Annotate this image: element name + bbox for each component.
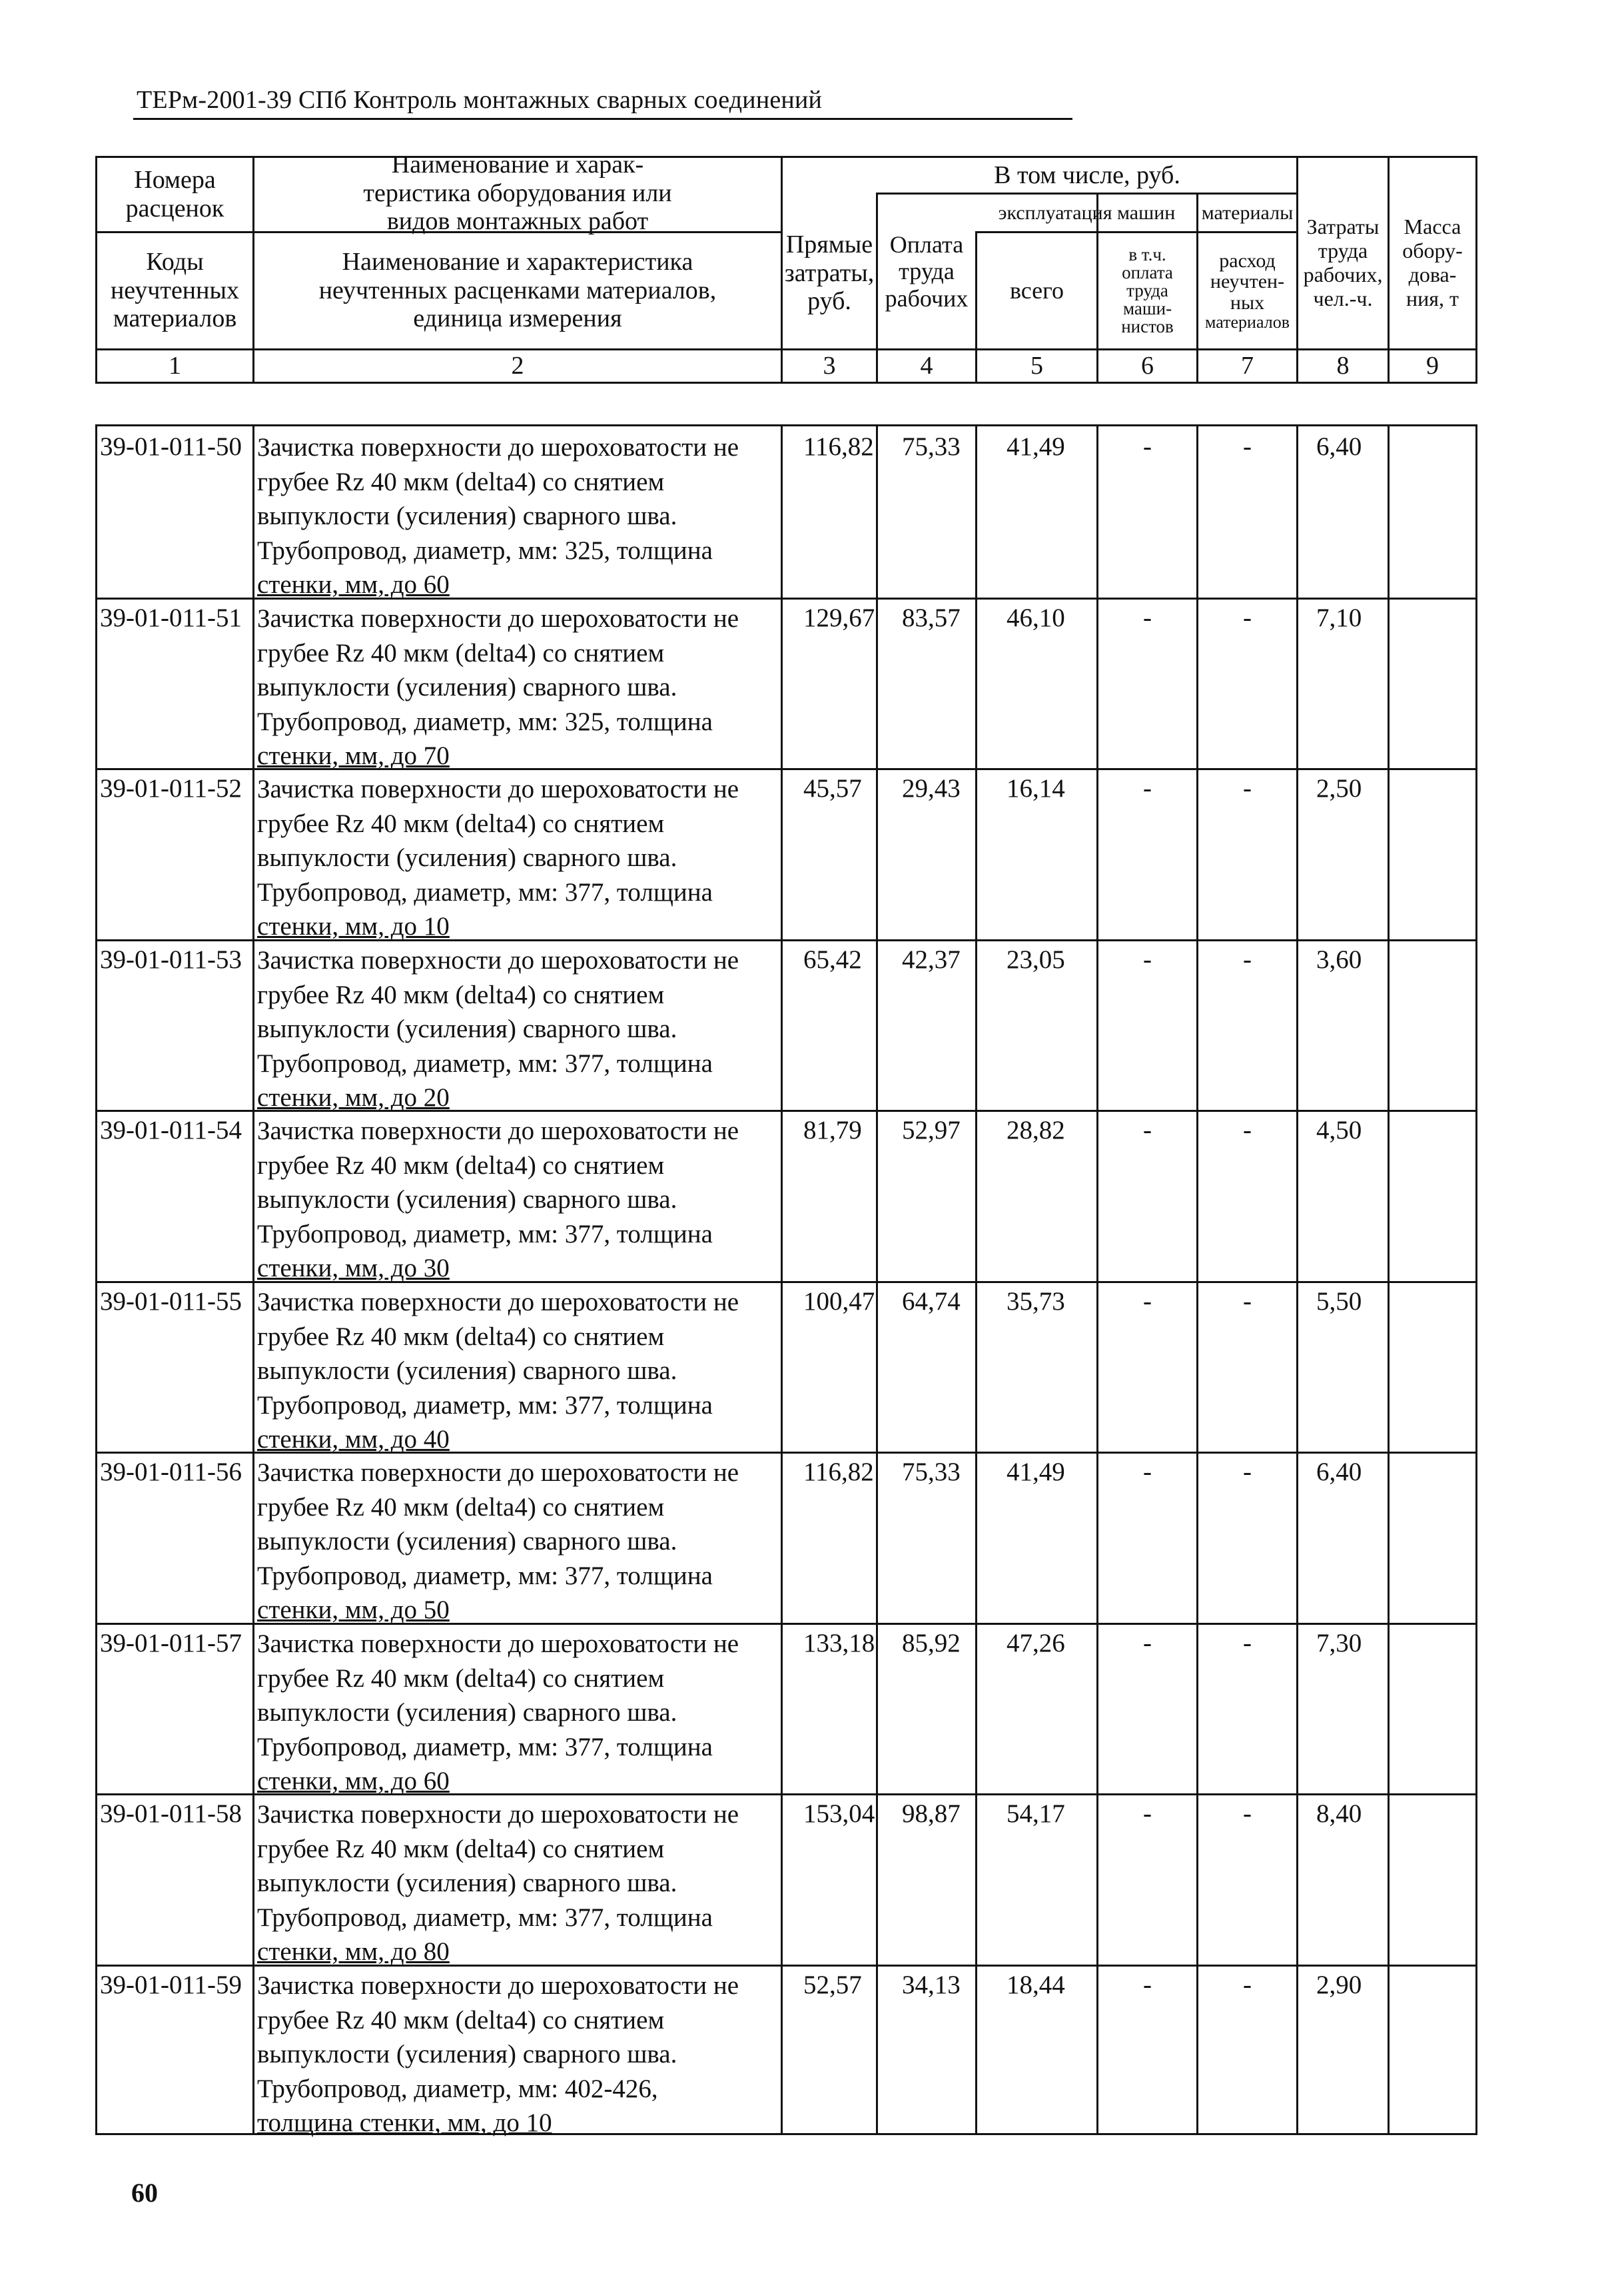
rate-code: 39-01-011-52 (100, 774, 242, 803)
cell-direct: 129,67 (803, 604, 875, 632)
cell-materials: - (1243, 1458, 1252, 1486)
description-line: Зачистка поверхности до шероховатости не (257, 433, 739, 462)
description-line: Трубопровод, диаметр, мм: 377, толщина (257, 1903, 713, 1932)
cell-materials: - (1243, 1799, 1252, 1828)
description-line: грубее Rz 40 мкм (delta4) со снятием (257, 809, 665, 838)
cell-direct: 153,04 (803, 1799, 875, 1828)
work-description (257, 1627, 883, 1799)
table-row (97, 426, 1475, 598)
description-line: грубее Rz 40 мкм (delta4) со снятием (257, 1150, 665, 1180)
table-row (97, 1965, 1475, 2136)
description-line: выпуклости (усиления) сварного шва. (257, 502, 677, 530)
cell-labor: 7,10 (1316, 604, 1362, 632)
cell-materials: - (1243, 945, 1252, 974)
description-line: Зачистка поверхности до шероховатости не (257, 1288, 739, 1316)
description-line: стенки, мм, до 20 (257, 1083, 450, 1112)
cell-pay: 75,33 (902, 432, 961, 461)
column-index: 8 (1336, 352, 1350, 380)
cell-pay: 34,13 (902, 1971, 961, 1999)
description-line: Зачистка поверхности до шероховатости не (257, 775, 739, 803)
header-work-name: Наименование и харак- теристика оборудования или видов монтажных работ (363, 151, 672, 236)
cell-pay: 83,57 (902, 604, 961, 632)
rate-code: 39-01-011-54 (100, 1116, 242, 1144)
document-title: ТЕРм-2001-39 СПб Контроль монтажных сварных соединений (137, 86, 823, 114)
description-line: Зачистка поверхности до шероховатости не (257, 1971, 739, 2000)
header-materials: материалы (1201, 201, 1294, 224)
header-direct-costs: Прямые затраты, руб. (784, 230, 875, 316)
column-index: 6 (1141, 352, 1154, 380)
work-description (257, 602, 883, 773)
rates-table (95, 424, 1477, 2135)
table-row (97, 939, 1475, 1111)
description-line: стенки, мм, до 60 (257, 570, 450, 599)
description-line: Зачистка поверхности до шероховатости не (257, 604, 739, 633)
cell-machinists: - (1143, 774, 1152, 803)
description-line: грубее Rz 40 мкм (delta4) со снятием (257, 980, 665, 1009)
description-line: толщина стенки, мм, до 10 (257, 2108, 552, 2137)
description-line: стенки, мм, до 60 (257, 1767, 450, 1795)
description-line: Зачистка поверхности до шероховатости не (257, 1458, 739, 1487)
description-line: выпуклости (усиления) сварного шва. (257, 1527, 677, 1556)
header-machine-operation: эксплуатация машин (998, 201, 1176, 224)
cell-machines: 47,26 (1007, 1629, 1065, 1657)
cell-labor: 7,30 (1316, 1629, 1362, 1657)
cell-machines: 41,49 (1007, 432, 1065, 461)
cell-direct: 116,82 (803, 432, 874, 461)
description-line: выпуклости (усиления) сварного шва. (257, 1869, 677, 1897)
description-line: Трубопровод, диаметр, мм: 377, толщина (257, 1049, 713, 1078)
description-line: стенки, мм, до 70 (257, 741, 450, 770)
header-labor-costs: Затраты труда рабочих, чел.-ч. (1303, 215, 1383, 310)
description-line: грубее Rz 40 мкм (delta4) со снятием (257, 467, 665, 496)
description-line: грубее Rz 40 мкм (delta4) со снятием (257, 638, 665, 668)
cell-pay: 52,97 (902, 1116, 961, 1144)
cell-machinists: - (1143, 432, 1152, 461)
work-description (257, 1797, 883, 1969)
description-line: Зачистка поверхности до шероховатости не (257, 1800, 739, 1829)
rate-code: 39-01-011-59 (100, 1971, 242, 1999)
description-line: Трубопровод, диаметр, мм: 377, толщина (257, 1219, 713, 1248)
cell-direct: 100,47 (803, 1287, 875, 1316)
table-row (97, 1281, 1475, 1452)
cell-machinists: - (1143, 1287, 1152, 1316)
cell-machinists: - (1143, 1116, 1152, 1144)
description-line: выпуклости (усиления) сварного шва. (257, 843, 677, 872)
table-row (97, 598, 1475, 769)
cell-labor: 6,40 (1316, 1458, 1362, 1486)
cell-direct: 133,18 (803, 1629, 875, 1657)
cell-machinists: - (1143, 945, 1152, 974)
rate-code: 39-01-011-50 (100, 432, 242, 461)
rate-code: 39-01-011-55 (100, 1287, 242, 1316)
cell-materials: - (1243, 432, 1252, 461)
header-equipment-mass: Масса обору- дова- ния, т (1402, 215, 1463, 310)
cell-direct: 45,57 (803, 774, 862, 803)
work-description (257, 1285, 883, 1457)
description-line: выпуклости (усиления) сварного шва. (257, 1185, 677, 1214)
cell-machines: 23,05 (1007, 945, 1065, 974)
column-index: 5 (1030, 352, 1043, 380)
cell-materials: - (1243, 1116, 1252, 1144)
cell-machines: 16,14 (1007, 774, 1065, 803)
cell-labor: 4,50 (1316, 1116, 1362, 1144)
description-line: Трубопровод, диаметр, мм: 377, толщина (257, 1732, 713, 1761)
table-row (97, 768, 1475, 939)
description-line: Трубопровод, диаметр, мм: 377, толщина (257, 877, 713, 907)
cell-machines: 41,49 (1007, 1458, 1065, 1486)
cell-labor: 6,40 (1316, 432, 1362, 461)
cell-pay: 85,92 (902, 1629, 961, 1657)
description-line: грубее Rz 40 мкм (delta4) со снятием (257, 1834, 665, 1863)
cell-pay: 29,43 (902, 774, 961, 803)
header-machines-total: всего (1009, 277, 1064, 304)
description-line: Зачистка поверхности до шероховатости не (257, 1117, 739, 1145)
header-worker-pay: Оплата труда рабочих (885, 231, 969, 312)
rate-code: 39-01-011-56 (100, 1458, 242, 1486)
cell-labor: 2,50 (1316, 774, 1362, 803)
table-row (97, 1793, 1475, 1965)
header-rate-numbers: Номера расценок (125, 166, 224, 223)
table-row (97, 1110, 1475, 1281)
column-index: 3 (823, 352, 836, 380)
cell-materials: - (1243, 1971, 1252, 1999)
cell-machinists: - (1143, 1458, 1152, 1486)
work-description (257, 1969, 883, 2140)
cell-materials: - (1243, 1287, 1252, 1316)
page-number: 60 (131, 2178, 158, 2208)
rate-code: 39-01-011-57 (100, 1629, 242, 1657)
description-line: выпуклости (усиления) сварного шва. (257, 1698, 677, 1727)
cell-labor: 3,60 (1316, 945, 1362, 974)
cell-pay: 42,37 (902, 945, 961, 974)
description-line: выпуклости (усиления) сварного шва. (257, 1015, 677, 1043)
cell-materials: - (1243, 604, 1252, 632)
table-row (97, 1452, 1475, 1623)
description-line: Трубопровод, диаметр, мм: 377, толщина (257, 1390, 713, 1420)
description-line: грубее Rz 40 мкм (delta4) со снятием (257, 1492, 665, 1522)
description-line: стенки, мм, до 50 (257, 1596, 450, 1624)
table-row (97, 1623, 1475, 1794)
header-machinist-pay: в т.ч. оплата труда маши- нистов (1121, 244, 1174, 336)
cell-machinists: - (1143, 1971, 1152, 1999)
column-index: 4 (920, 352, 933, 380)
cell-materials: - (1243, 774, 1252, 803)
work-description (257, 430, 883, 602)
header-unaccounted-materials: расход неучтен- ных материалов (1205, 249, 1290, 332)
description-line: стенки, мм, до 10 (257, 912, 450, 941)
header-material-name: Наименование и характеристика неучтенных расценками материалов, единица измерения (318, 248, 717, 333)
work-description (257, 943, 883, 1115)
header-material-codes: Коды неучтенных материалов (110, 248, 240, 333)
cell-direct: 52,57 (803, 1971, 862, 1999)
cell-machinists: - (1143, 1799, 1152, 1828)
cell-machines: 28,82 (1007, 1116, 1065, 1144)
cell-machines: 35,73 (1007, 1287, 1065, 1316)
cell-machinists: - (1143, 604, 1152, 632)
description-line: стенки, мм, до 80 (257, 1937, 450, 1966)
cell-machines: 18,44 (1007, 1971, 1065, 1999)
rate-code: 39-01-011-58 (100, 1799, 242, 1828)
header-including: В том числе, руб. (994, 161, 1180, 189)
cell-pay: 98,87 (902, 1799, 961, 1828)
work-description (257, 1456, 883, 1627)
cell-direct: 81,79 (803, 1116, 862, 1144)
column-index: 7 (1241, 352, 1254, 380)
rate-code: 39-01-011-51 (100, 604, 242, 632)
description-line: стенки, мм, до 30 (257, 1254, 450, 1282)
description-line: Трубопровод, диаметр, мм: 402-426, (257, 2074, 658, 2103)
description-line: выпуклости (усиления) сварного шва. (257, 2040, 677, 2068)
description-line: Трубопровод, диаметр, мм: 325, толщина (257, 536, 713, 565)
title-underline (133, 118, 1072, 120)
work-description (257, 772, 883, 944)
cell-machines: 54,17 (1007, 1799, 1065, 1828)
cell-machines: 46,10 (1007, 604, 1065, 632)
cell-pay: 75,33 (902, 1458, 961, 1486)
cell-pay: 64,74 (902, 1287, 961, 1316)
description-line: грубее Rz 40 мкм (delta4) со снятием (257, 1322, 665, 1351)
cell-labor: 2,90 (1316, 1971, 1362, 1999)
description-line: Зачистка поверхности до шероховатости не (257, 946, 739, 975)
table-header (95, 151, 1477, 384)
description-line: выпуклости (усиления) сварного шва. (257, 1356, 677, 1385)
cell-labor: 5,50 (1316, 1287, 1362, 1316)
cell-direct: 65,42 (803, 945, 862, 974)
cell-labor: 8,40 (1316, 1799, 1362, 1828)
description-line: Зачистка поверхности до шероховатости не (257, 1629, 739, 1658)
work-description (257, 1114, 883, 1286)
cell-materials: - (1243, 1629, 1252, 1657)
description-line: выпуклости (усиления) сварного шва. (257, 673, 677, 701)
description-line: Трубопровод, диаметр, мм: 325, толщина (257, 707, 713, 736)
description-line: Трубопровод, диаметр, мм: 377, толщина (257, 1561, 713, 1590)
cell-machinists: - (1143, 1629, 1152, 1657)
column-index: 1 (169, 352, 181, 380)
rate-code: 39-01-011-53 (100, 945, 242, 974)
description-line: грубее Rz 40 мкм (delta4) со снятием (257, 2005, 665, 2035)
column-index: 9 (1426, 352, 1439, 380)
description-line: грубее Rz 40 мкм (delta4) со снятием (257, 1663, 665, 1693)
cell-direct: 116,82 (803, 1458, 874, 1486)
column-index: 2 (511, 352, 524, 380)
description-line: стенки, мм, до 40 (257, 1425, 450, 1454)
